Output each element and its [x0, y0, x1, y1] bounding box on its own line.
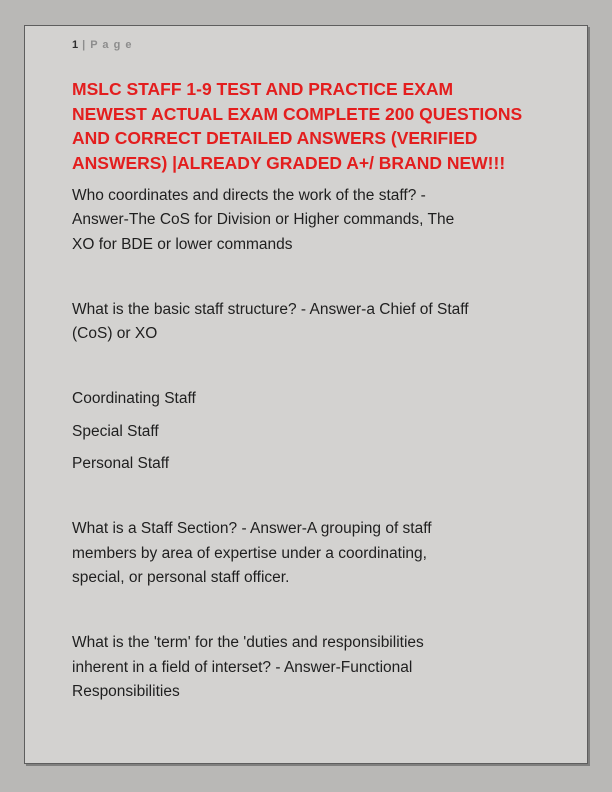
paragraph-line: Responsibilities	[72, 683, 180, 701]
document-title	[72, 77, 543, 176]
title-line: AND CORRECT DETAILED ANSWERS (VERIFIED	[72, 128, 478, 149]
paragraph-line	[72, 485, 543, 510]
paragraph-line: members by area of expertise under a coordinating,	[72, 544, 427, 562]
paragraph	[72, 485, 543, 510]
page-number: 1	[72, 39, 79, 51]
page-word: P a g e	[90, 39, 133, 51]
title-line: MSLC STAFF 1-9 TEST AND PRACTICE EXAM	[72, 79, 454, 99]
title-line: NEWEST ACTUAL EXAM COMPLETE 200 QUESTIONS	[72, 103, 523, 124]
paragraph-line: XO for BDE or lower commands	[72, 235, 293, 253]
paragraph-line	[72, 265, 543, 290]
paragraph	[72, 452, 543, 477]
title-line: ANSWERS) |ALREADY GRADED A+/ BRAND NEW!!!	[72, 153, 506, 174]
page-header	[72, 38, 543, 52]
paragraph-line: What is the basic staff structure? - Answer-a Chief of Staff	[72, 300, 469, 318]
paragraph	[72, 631, 543, 705]
paragraph-line: (CoS) or XO	[72, 325, 158, 343]
paragraph-line: What is the 'term' for the 'duties and responsibilities	[72, 634, 424, 652]
header-divider: |	[82, 39, 87, 51]
paragraph	[72, 265, 543, 290]
paragraph	[72, 298, 543, 347]
paragraph-line: Personal Staff	[72, 455, 170, 473]
paragraph-line: What is a Staff Section? - Answer-A grouping of staff	[72, 520, 432, 538]
page-content	[25, 26, 587, 705]
paragraph	[72, 517, 543, 591]
paragraph-line: Answer-The CoS for Division or Higher commands, The	[72, 211, 455, 229]
paragraph	[72, 599, 543, 624]
paragraph-line: Who coordinates and directs the work of the staff? -	[72, 186, 426, 204]
paragraph	[72, 355, 543, 380]
paragraph-line	[72, 599, 543, 624]
document-body	[72, 184, 543, 705]
paragraph-line: inherent in a field of interset? - Answer-Functional	[72, 658, 413, 676]
paragraph-line: Coordinating Staff	[72, 390, 196, 408]
paragraph	[72, 420, 543, 445]
document-page	[24, 25, 588, 764]
paragraph-line	[72, 355, 543, 380]
paragraph	[72, 387, 543, 412]
paragraph	[72, 184, 543, 258]
paragraph-line: Special Staff	[72, 422, 159, 440]
paragraph-line: special, or personal staff officer.	[72, 569, 290, 587]
